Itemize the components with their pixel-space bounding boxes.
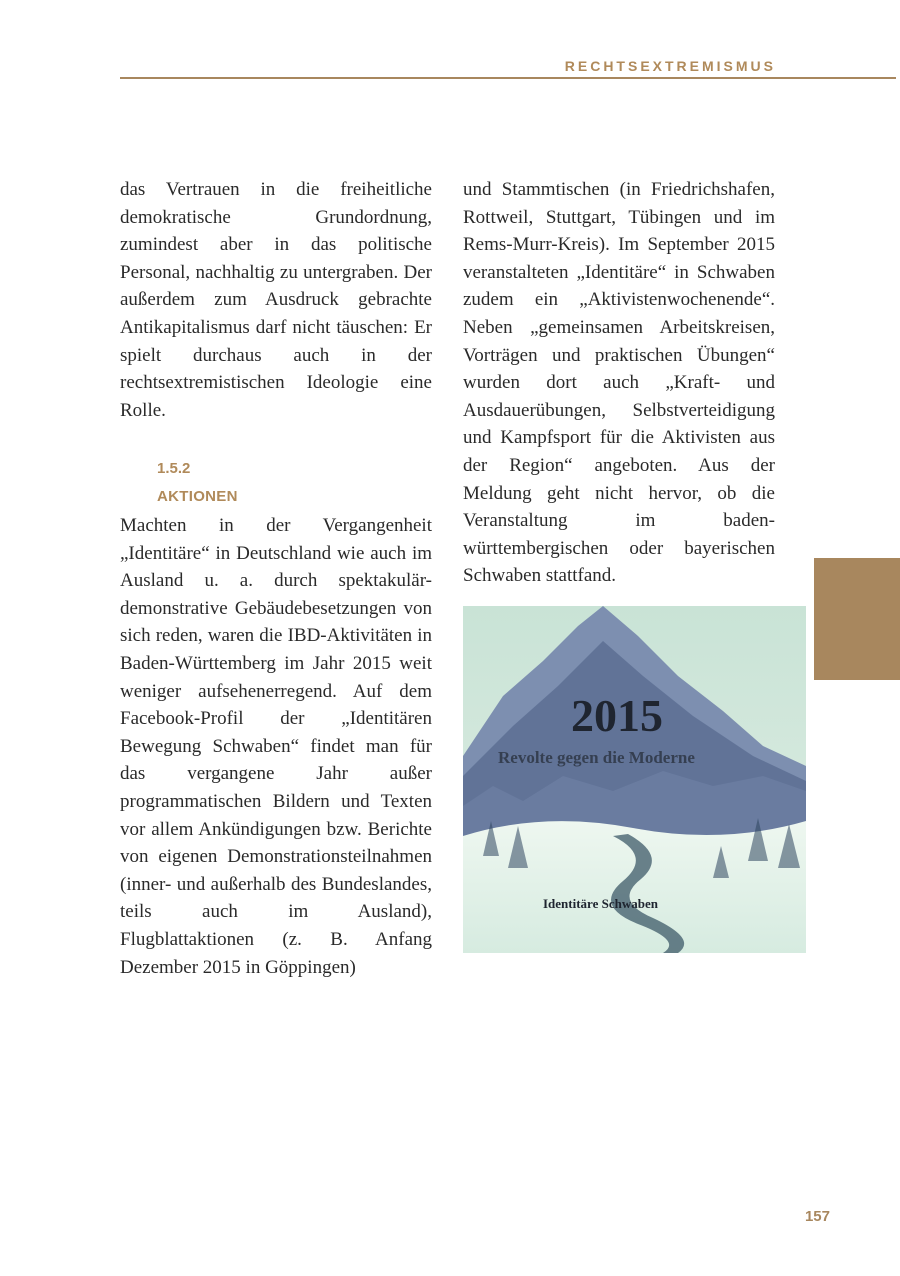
header-rule bbox=[120, 77, 896, 79]
right-column bbox=[463, 176, 775, 590]
chapter-side-tab bbox=[814, 558, 900, 680]
section-heading: AKTIONEN bbox=[157, 488, 238, 505]
running-header: RECHTSEXTREMISMUS bbox=[564, 58, 776, 74]
left-body-paragraph: Machten in der Vergangenheit „Identitäre“ in Deutschland wie auch im Ausland u. a. durch spektakulär-demonstrative Gebäudebesetzungen von sich reden, waren die IBD-Aktivitäten in Baden-Württemberg im Jahr 2015 weit weniger aufsehenerregend. Auf dem Facebook-Profil der „Identitären Bewegung Schwaben“ findet man für das vergangene Jahr außer programmatischen Bildern und Texten vor allem Ankündigungen bzw. Berichte von eigenen Demonstrationsteilnahmen (inner- und außerhalb des Bundeslandes, teils auch im Ausland), Flugblattaktionen (z. B. Anfang Dezember 2015 in Göppingen) bbox=[120, 515, 432, 978]
page-number: 157 bbox=[804, 1208, 830, 1225]
figure-year: 2015 bbox=[571, 690, 663, 741]
section-number: 1.5.2 bbox=[157, 460, 191, 477]
figure-identitaere-poster bbox=[463, 606, 806, 953]
figure-caption: Identitäre Schwaben bbox=[543, 896, 658, 911]
figure-subtitle: Revolte gegen die Moderne bbox=[498, 748, 695, 767]
left-column-body bbox=[120, 512, 432, 981]
left-top-paragraph: das Vertrauen in die freiheitliche demokratische Grundordnung, zumindest aber in das politische Personal, nachhaltig zu untergraben. Der außerdem zum Ausdruck gebrachte Antikapitalismus darf nicht täuschen: Er spielt durchaus auch in der rechtsextremistischen Ideologie eine Rolle. bbox=[120, 179, 432, 421]
left-column-top bbox=[120, 176, 432, 424]
right-paragraph: und Stammtischen (in Friedrichshafen, Rottweil, Stuttgart, Tübingen und im Rems-Murr-Kreis). Im September 2015 veranstalteten „Identitäre“ in Schwaben zudem ein „Aktivistenwochenende“. Neben „gemeinsamen Arbeitskreisen, Vorträgen und praktischen Übungen“ wurden dort auch „Kraft- und Ausdauerübungen, Selbstverteidigung und Kampfsport für die Aktivisten aus der Region“ angeboten. Aus der Meldung geht nicht hervor, ob die Veranstaltung im baden-württembergischen oder bayerischen Schwaben stattfand. bbox=[463, 179, 775, 587]
